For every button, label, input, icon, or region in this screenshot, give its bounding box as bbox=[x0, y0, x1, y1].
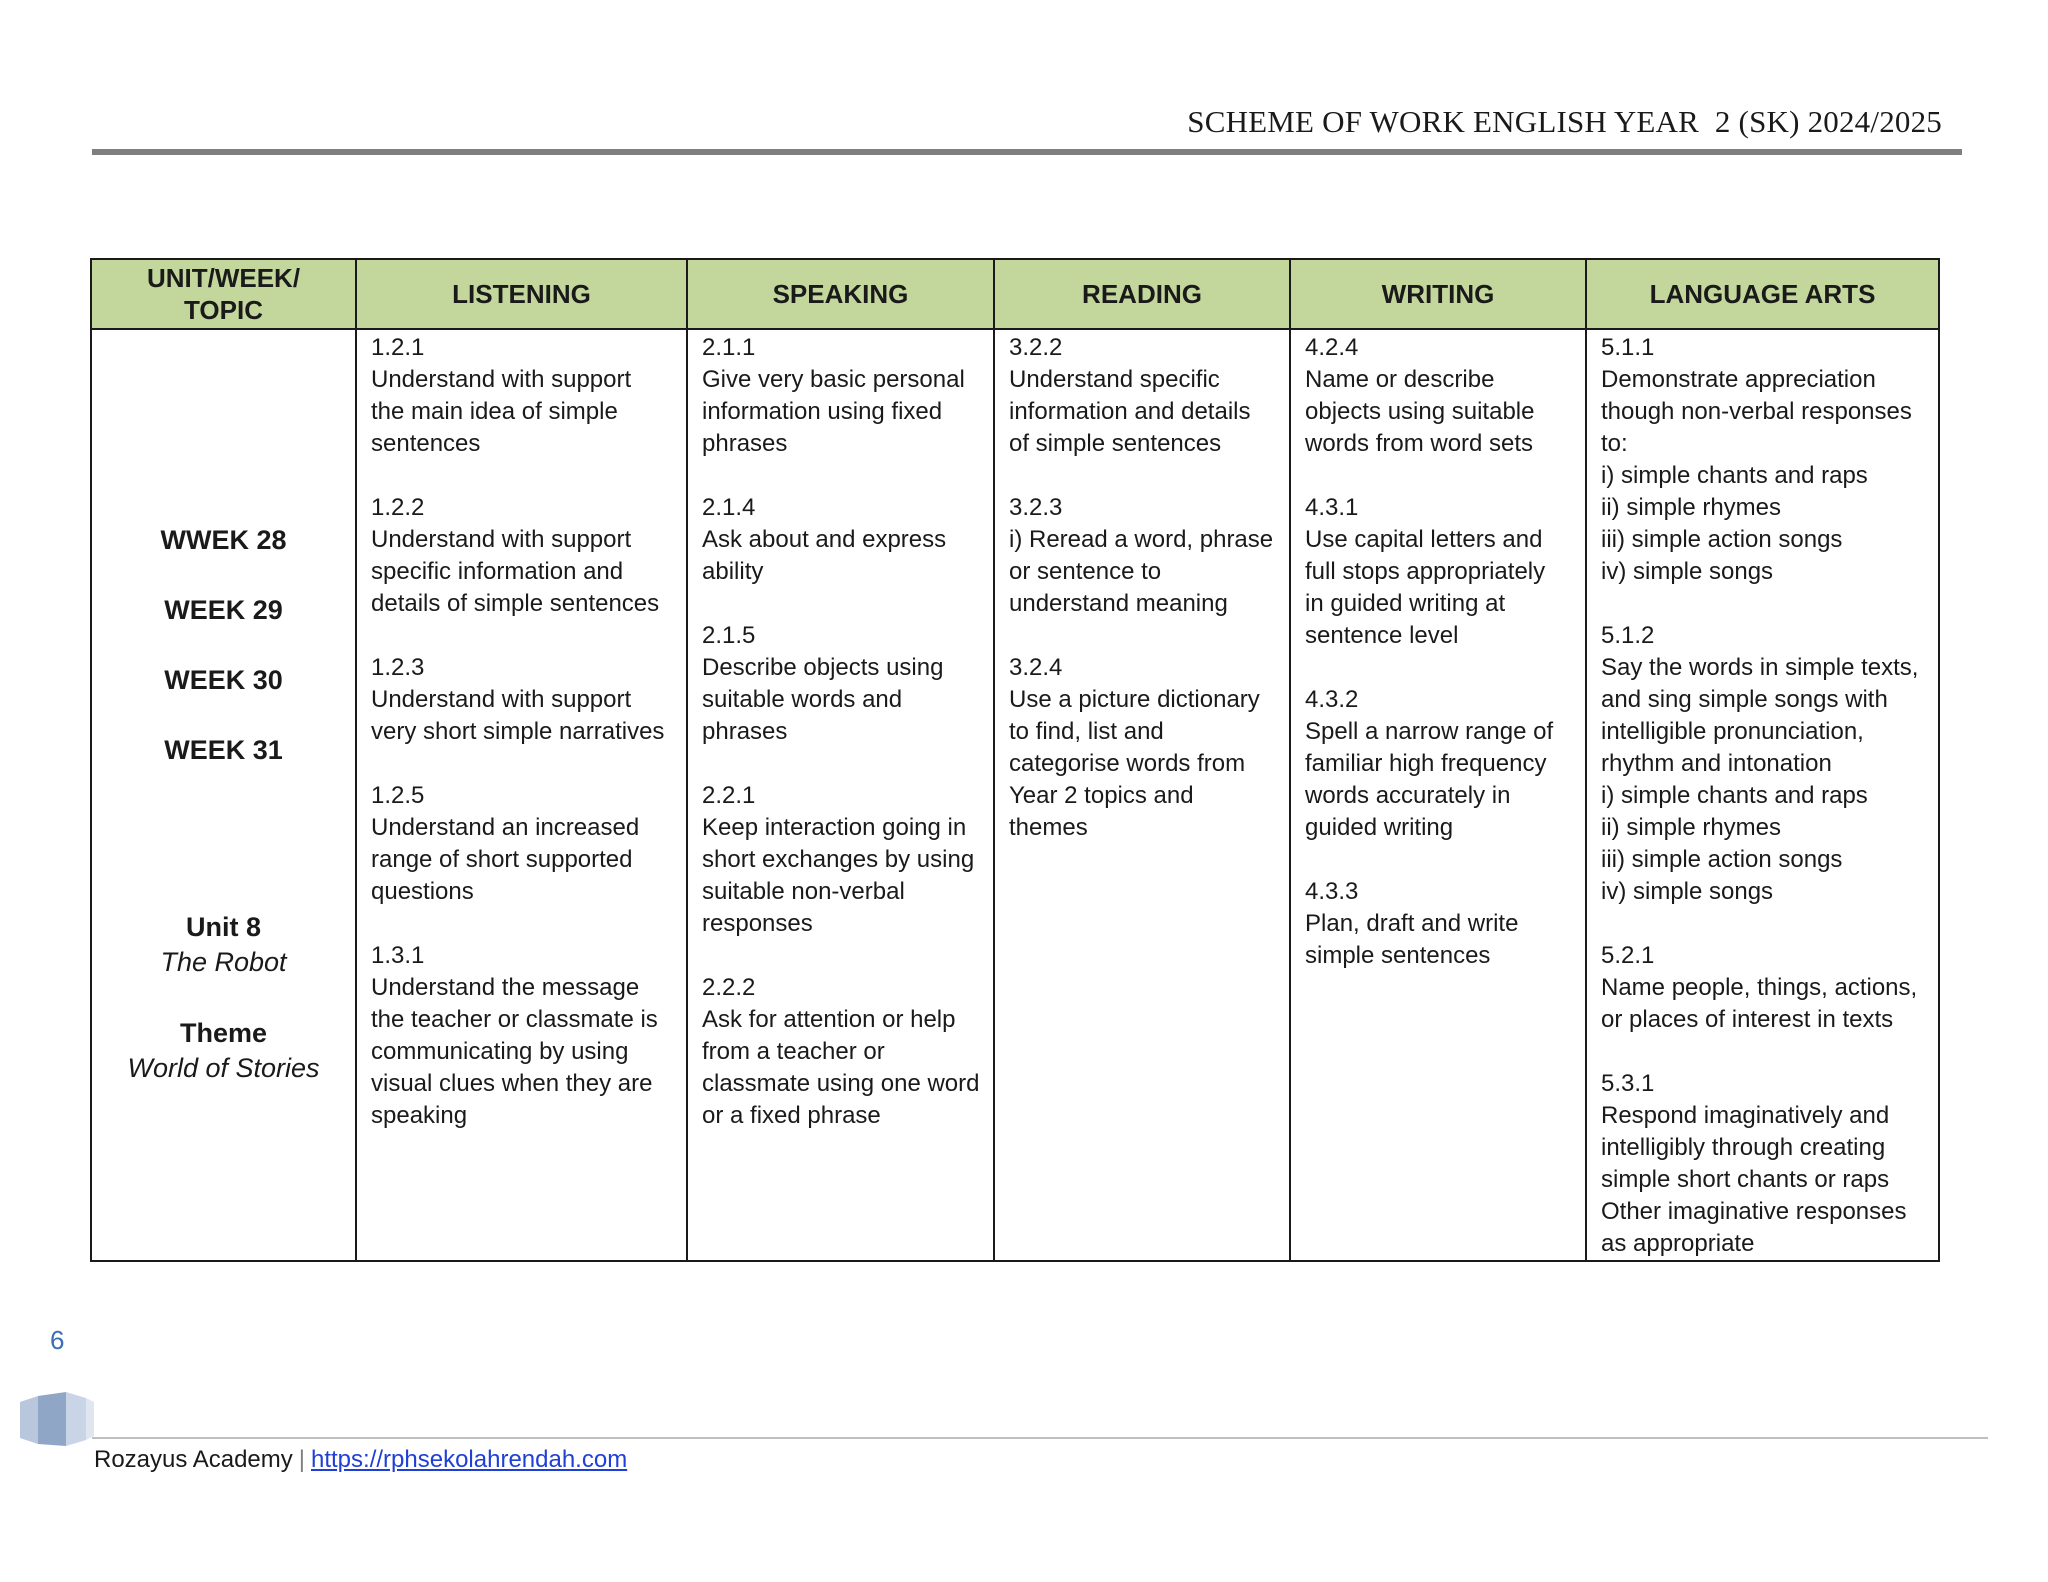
objective-code: 2.1.5 bbox=[702, 622, 756, 649]
language-arts-cell bbox=[1586, 329, 1939, 1261]
objective-item bbox=[371, 940, 674, 1132]
objective-item bbox=[1305, 332, 1573, 460]
objective-code: 1.2.3 bbox=[371, 654, 425, 681]
objective-text: ability bbox=[702, 558, 764, 585]
objective-item bbox=[371, 652, 674, 748]
listening-cell bbox=[356, 329, 687, 1261]
objective-item bbox=[702, 332, 981, 460]
header-unit-week-topic bbox=[91, 259, 356, 329]
objective-item bbox=[1601, 940, 1926, 1036]
objective-text: iv) simple songs bbox=[1601, 878, 1774, 905]
objective-text: full stops appropriately bbox=[1305, 558, 1546, 585]
objective-code: 5.3.1 bbox=[1601, 1070, 1655, 1097]
objective-text: details of simple sentences bbox=[371, 590, 660, 617]
objective-text: i) Reread a word, phrase bbox=[1009, 526, 1274, 553]
objective-code: 1.2.1 bbox=[371, 334, 425, 361]
objective-code: 4.3.3 bbox=[1305, 878, 1359, 905]
objective-text: Describe objects using bbox=[702, 654, 944, 681]
objective-text: sentence level bbox=[1305, 622, 1459, 649]
objective-item bbox=[1305, 876, 1573, 972]
objective-text: Understand with support bbox=[371, 526, 632, 553]
header-reading: READING bbox=[994, 259, 1290, 329]
objective-text: Respond imaginatively and bbox=[1601, 1102, 1890, 1129]
week-label: WEEK 29 bbox=[164, 595, 283, 625]
objective-text: Name people, things, actions, bbox=[1601, 974, 1918, 1001]
objective-item bbox=[1601, 620, 1926, 908]
objective-item bbox=[1305, 684, 1573, 844]
objective-item bbox=[1009, 652, 1277, 844]
objective-text: to find, list and bbox=[1009, 718, 1164, 745]
objective-item bbox=[1009, 492, 1277, 620]
objective-text: Ask for attention or help bbox=[702, 1006, 956, 1033]
objective-text: Name or describe bbox=[1305, 366, 1495, 393]
document-title: SCHEME OF WORK ENGLISH YEAR 2 (SK) 2024/2025 bbox=[1187, 104, 1942, 139]
objective-text: or sentence to bbox=[1009, 558, 1162, 585]
week-label: WEEK 30 bbox=[164, 665, 283, 695]
objective-text: in guided writing at bbox=[1305, 590, 1506, 617]
objective-text: as appropriate bbox=[1601, 1230, 1755, 1257]
objective-text: iv) simple songs bbox=[1601, 558, 1774, 585]
objective-item bbox=[1601, 332, 1926, 588]
header-unit-week-topic-line-2: TOPIC bbox=[184, 295, 263, 325]
objective-text: information using fixed bbox=[702, 398, 943, 425]
objective-text: suitable non-verbal bbox=[702, 878, 905, 905]
objective-text: Understand an increased bbox=[371, 814, 640, 841]
objective-item bbox=[702, 780, 981, 940]
objective-text: simple sentences bbox=[1305, 942, 1491, 969]
objective-text: very short simple narratives bbox=[371, 718, 665, 745]
unit-name: The Robot bbox=[160, 947, 287, 977]
objective-text: simple short chants or raps bbox=[1601, 1166, 1890, 1193]
objective-text: i) simple chants and raps bbox=[1601, 462, 1868, 489]
objective-text: familiar high frequency bbox=[1305, 750, 1547, 777]
week-label: WWEK 28 bbox=[160, 525, 287, 555]
objective-text: objects using suitable bbox=[1305, 398, 1535, 425]
objective-text: specific information and bbox=[371, 558, 624, 585]
header-unit-week-topic-line-1: UNIT/WEEK/ bbox=[146, 262, 301, 293]
objective-text: the teacher or classmate is bbox=[371, 1006, 658, 1033]
objective-item bbox=[371, 332, 674, 460]
objective-text: Keep interaction going in bbox=[702, 814, 967, 841]
footer-org: Rozayus Academy bbox=[94, 1446, 293, 1473]
objective-text: Give very basic personal bbox=[702, 366, 965, 393]
objective-text: guided writing bbox=[1305, 814, 1454, 841]
objective-text: Understand specific bbox=[1009, 366, 1220, 393]
objective-text: phrases bbox=[702, 430, 788, 457]
objective-code: 3.2.2 bbox=[1009, 334, 1063, 361]
objective-text: Year 2 topics and bbox=[1009, 782, 1194, 809]
objective-code: 2.2.1 bbox=[702, 782, 756, 809]
objective-text: of simple sentences bbox=[1009, 430, 1222, 457]
objective-text: questions bbox=[371, 878, 474, 905]
objective-text: visual clues when they are bbox=[371, 1070, 653, 1097]
footer-divider bbox=[92, 1437, 1988, 1439]
objective-text: Use a picture dictionary bbox=[1009, 686, 1260, 713]
objective-item bbox=[371, 492, 674, 620]
objective-item bbox=[702, 620, 981, 748]
objective-code: 4.3.2 bbox=[1305, 686, 1359, 713]
header-writing: WRITING bbox=[1290, 259, 1586, 329]
objective-text: Demonstrate appreciation bbox=[1601, 366, 1876, 393]
objective-text: categorise words from bbox=[1009, 750, 1246, 777]
objective-text: words from word sets bbox=[1305, 430, 1534, 457]
objective-text: ii) simple rhymes bbox=[1601, 814, 1782, 841]
week-label: WEEK 31 bbox=[164, 735, 283, 765]
objective-text: or a fixed phrase bbox=[702, 1102, 881, 1129]
objective-text: to: bbox=[1601, 430, 1628, 457]
objective-text: rhythm and intonation bbox=[1601, 750, 1832, 777]
objective-code: 5.1.2 bbox=[1601, 622, 1655, 649]
objective-text: Understand the message bbox=[371, 974, 640, 1001]
objective-code: 2.1.4 bbox=[702, 494, 756, 521]
objective-text: sentences bbox=[371, 430, 481, 457]
objective-text: Ask about and express bbox=[702, 526, 947, 553]
objective-item bbox=[702, 972, 981, 1132]
objective-item bbox=[1601, 1068, 1926, 1260]
objective-text: Understand with support bbox=[371, 366, 632, 393]
objective-item bbox=[1305, 492, 1573, 652]
theme-name: World of Stories bbox=[127, 1053, 320, 1083]
objective-text: Plan, draft and write bbox=[1305, 910, 1519, 937]
objective-text: classmate using one word bbox=[702, 1070, 980, 1097]
objective-item bbox=[1009, 332, 1277, 460]
objective-text: communicating by using bbox=[371, 1038, 629, 1065]
objective-text: Other imaginative responses bbox=[1601, 1198, 1907, 1225]
header-listening: LISTENING bbox=[356, 259, 687, 329]
objective-code: 1.3.1 bbox=[371, 942, 425, 969]
objective-text: short exchanges by using bbox=[702, 846, 975, 873]
objective-text: understand meaning bbox=[1009, 590, 1228, 617]
objective-code: 3.2.4 bbox=[1009, 654, 1063, 681]
objective-code: 5.1.1 bbox=[1601, 334, 1655, 361]
objective-text: intelligible pronunciation, bbox=[1601, 718, 1864, 745]
unit-label: Unit 8 bbox=[185, 912, 261, 942]
objective-text: range of short supported bbox=[371, 846, 633, 873]
footer-separator: | bbox=[298, 1446, 305, 1473]
scheme-of-work-table bbox=[90, 258, 1940, 1262]
footer bbox=[94, 1446, 627, 1474]
reading-cell bbox=[994, 329, 1290, 1261]
objective-code: 3.2.3 bbox=[1009, 494, 1063, 521]
header-divider bbox=[92, 149, 1962, 155]
objective-text: words accurately in bbox=[1305, 782, 1511, 809]
objective-text: from a teacher or bbox=[702, 1038, 885, 1065]
footer-book-logo-icon bbox=[18, 1390, 94, 1448]
objective-text: iii) simple action songs bbox=[1601, 846, 1843, 873]
objective-text: suitable words and bbox=[702, 686, 903, 713]
objective-text: Use capital letters and bbox=[1305, 526, 1543, 553]
objective-text: phrases bbox=[702, 718, 788, 745]
objective-text: though non-verbal responses bbox=[1601, 398, 1912, 425]
objective-text: Spell a narrow range of bbox=[1305, 718, 1554, 745]
objective-code: 4.2.4 bbox=[1305, 334, 1359, 361]
objective-code: 2.2.2 bbox=[702, 974, 756, 1001]
objective-text: ii) simple rhymes bbox=[1601, 494, 1782, 521]
objective-item bbox=[371, 780, 674, 908]
objective-text: or places of interest in texts bbox=[1601, 1006, 1894, 1033]
objective-code: 2.1.1 bbox=[702, 334, 756, 361]
objective-code: 1.2.2 bbox=[371, 494, 425, 521]
objective-code: 1.2.5 bbox=[371, 782, 425, 809]
page-number: 6 bbox=[50, 1325, 65, 1355]
objective-text: speaking bbox=[371, 1102, 468, 1129]
header-language-arts: LANGUAGE ARTS bbox=[1586, 259, 1939, 329]
header-speaking: SPEAKING bbox=[687, 259, 994, 329]
table-row bbox=[91, 329, 1939, 1261]
objective-code: 4.3.1 bbox=[1305, 494, 1359, 521]
speaking-cell bbox=[687, 329, 994, 1261]
objective-item bbox=[702, 492, 981, 588]
objective-text: Say the words in simple texts, bbox=[1601, 654, 1919, 681]
objective-code: 5.2.1 bbox=[1601, 942, 1655, 969]
objective-text: and sing simple songs with bbox=[1601, 686, 1888, 713]
table-header-row bbox=[91, 259, 1939, 329]
writing-cell bbox=[1290, 329, 1586, 1261]
footer-link[interactable]: https://rphsekolahrendah.com bbox=[311, 1446, 628, 1473]
objective-text: responses bbox=[702, 910, 813, 937]
objective-text: i) simple chants and raps bbox=[1601, 782, 1868, 809]
theme-label: Theme bbox=[179, 1018, 268, 1048]
objective-text: the main idea of simple bbox=[371, 398, 618, 425]
objective-text: iii) simple action songs bbox=[1601, 526, 1843, 553]
topic-cell bbox=[91, 329, 356, 1261]
objective-text: information and details bbox=[1009, 398, 1251, 425]
objective-text: themes bbox=[1009, 814, 1088, 841]
objective-text: intelligibly through creating bbox=[1601, 1134, 1886, 1161]
objective-text: Understand with support bbox=[371, 686, 632, 713]
